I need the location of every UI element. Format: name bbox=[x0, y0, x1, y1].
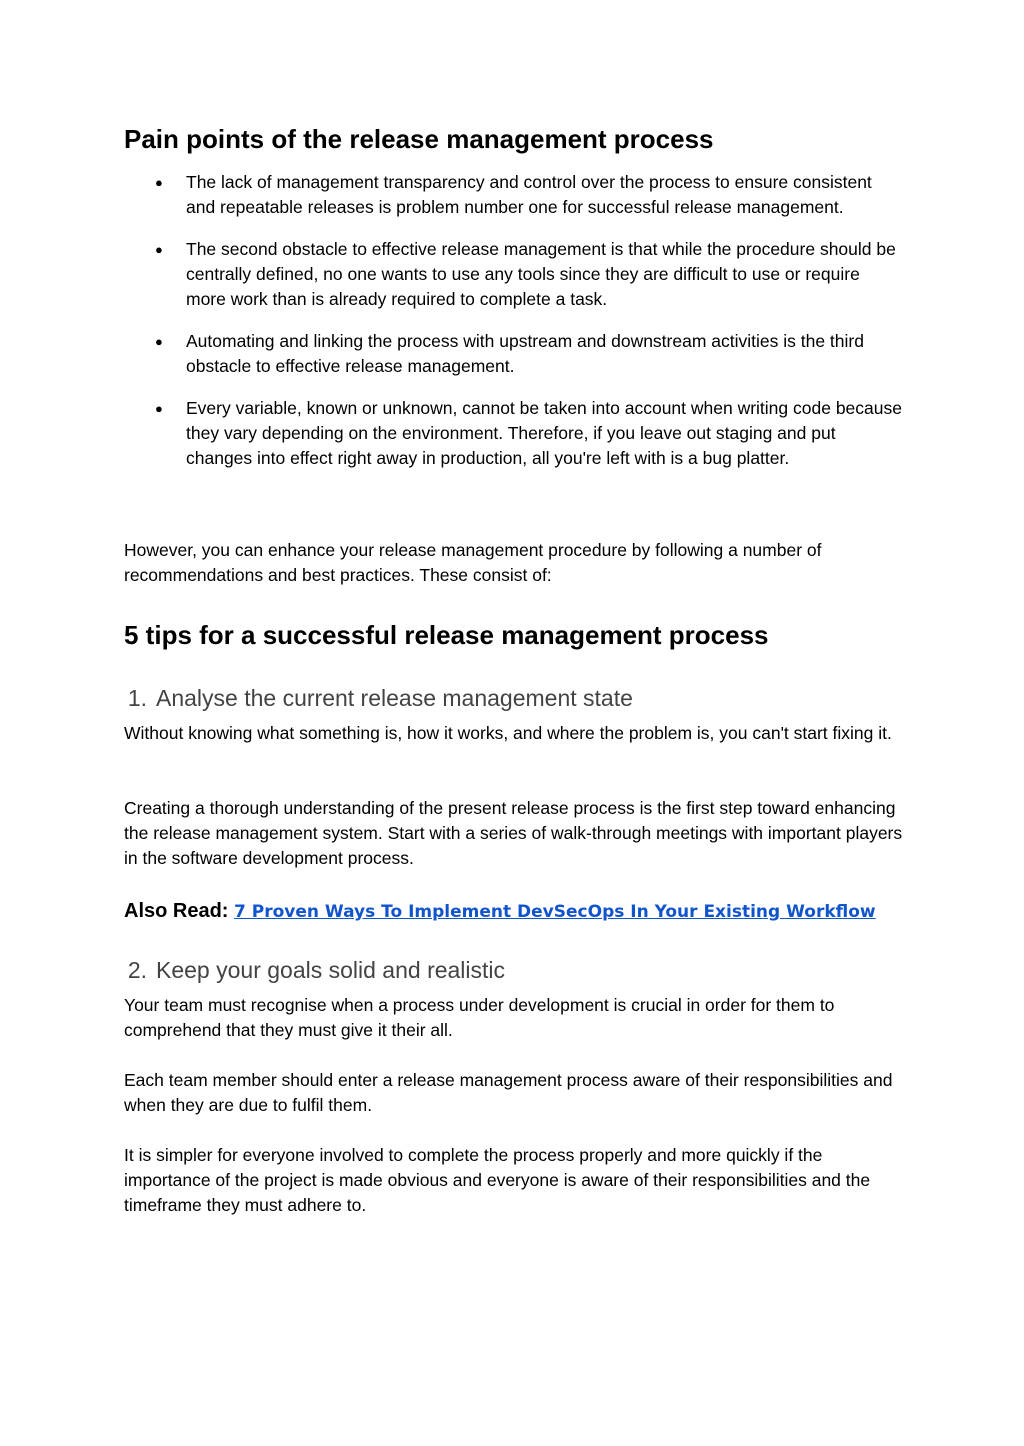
list-item bbox=[124, 237, 904, 312]
tip-2-paragraph-1: Your team must recognise when a process under development is crucial in order for them to comprehend that they must give it their all. bbox=[124, 995, 835, 1040]
list-item bbox=[124, 170, 904, 220]
tip-1-number: 1. bbox=[127, 685, 147, 711]
bullet-icon: ● bbox=[155, 401, 163, 416]
tip-1-title: Analyse the current release management state bbox=[156, 685, 633, 711]
pain-points-list bbox=[124, 170, 904, 488]
bullet-icon: ● bbox=[155, 334, 163, 349]
bullet-icon: ● bbox=[155, 242, 163, 257]
tip-2-title: Keep your goals solid and realistic bbox=[156, 957, 506, 983]
closing-paragraph: However, you can enhance your release management procedure by following a number of recommendations and best practices. These consist of: bbox=[124, 540, 822, 585]
also-read-label: Also Read: bbox=[124, 900, 229, 922]
tip-1-paragraph-2: Creating a thorough understanding of the present release process is the first step toward enhancing the release management system. Start with a series of walk-through meetings with important players in the software development process. bbox=[124, 798, 903, 868]
heading-pain-points: Pain points of the release management process bbox=[124, 124, 714, 154]
also-read bbox=[124, 896, 924, 927]
tip-1-heading bbox=[94, 683, 633, 713]
tip-2-paragraph-2: Each team member should enter a release management process aware of their responsibilities and when they are due to fulfil them. bbox=[124, 1070, 893, 1115]
list-item-text: The lack of management transparency and control over the process to ensure consistent and repeatable releases is problem number one for successful release management. bbox=[186, 172, 872, 217]
tip-2-number: 2. bbox=[127, 957, 147, 983]
heading-tips: 5 tips for a successful release management process bbox=[124, 620, 769, 650]
list-item-text: Automating and linking the process with upstream and downstream activities is the third obstacle to effective release management. bbox=[186, 331, 864, 376]
tip-2-heading bbox=[94, 955, 505, 985]
bullet-icon: ● bbox=[155, 175, 163, 190]
also-read-link[interactable]: 7 Proven Ways To Implement DevSecOps In Your Existing Workflow bbox=[234, 902, 876, 922]
list-item bbox=[124, 329, 904, 379]
tip-1-paragraph-1: Without knowing what something is, how it works, and where the problem is, you can't start fixing it. bbox=[124, 723, 892, 743]
tip-2-paragraph-3: It is simpler for everyone involved to complete the process properly and more quickly if the importance of the project is made obvious and everyone is aware of their responsibilities and the timeframe they must adhere to. bbox=[124, 1145, 871, 1215]
list-item-text: Every variable, known or unknown, cannot be taken into account when writing code because they vary depending on the environment. Therefore, if you leave out staging and put changes into effect right away in production, all you're left with is a bug platter. bbox=[186, 398, 902, 468]
list-item-text: The second obstacle to effective release management is that while the procedure should be centrally defined, no one wants to use any tools since they are difficult to use or require more work than is already required to complete a task. bbox=[186, 239, 896, 309]
list-item bbox=[124, 396, 904, 471]
